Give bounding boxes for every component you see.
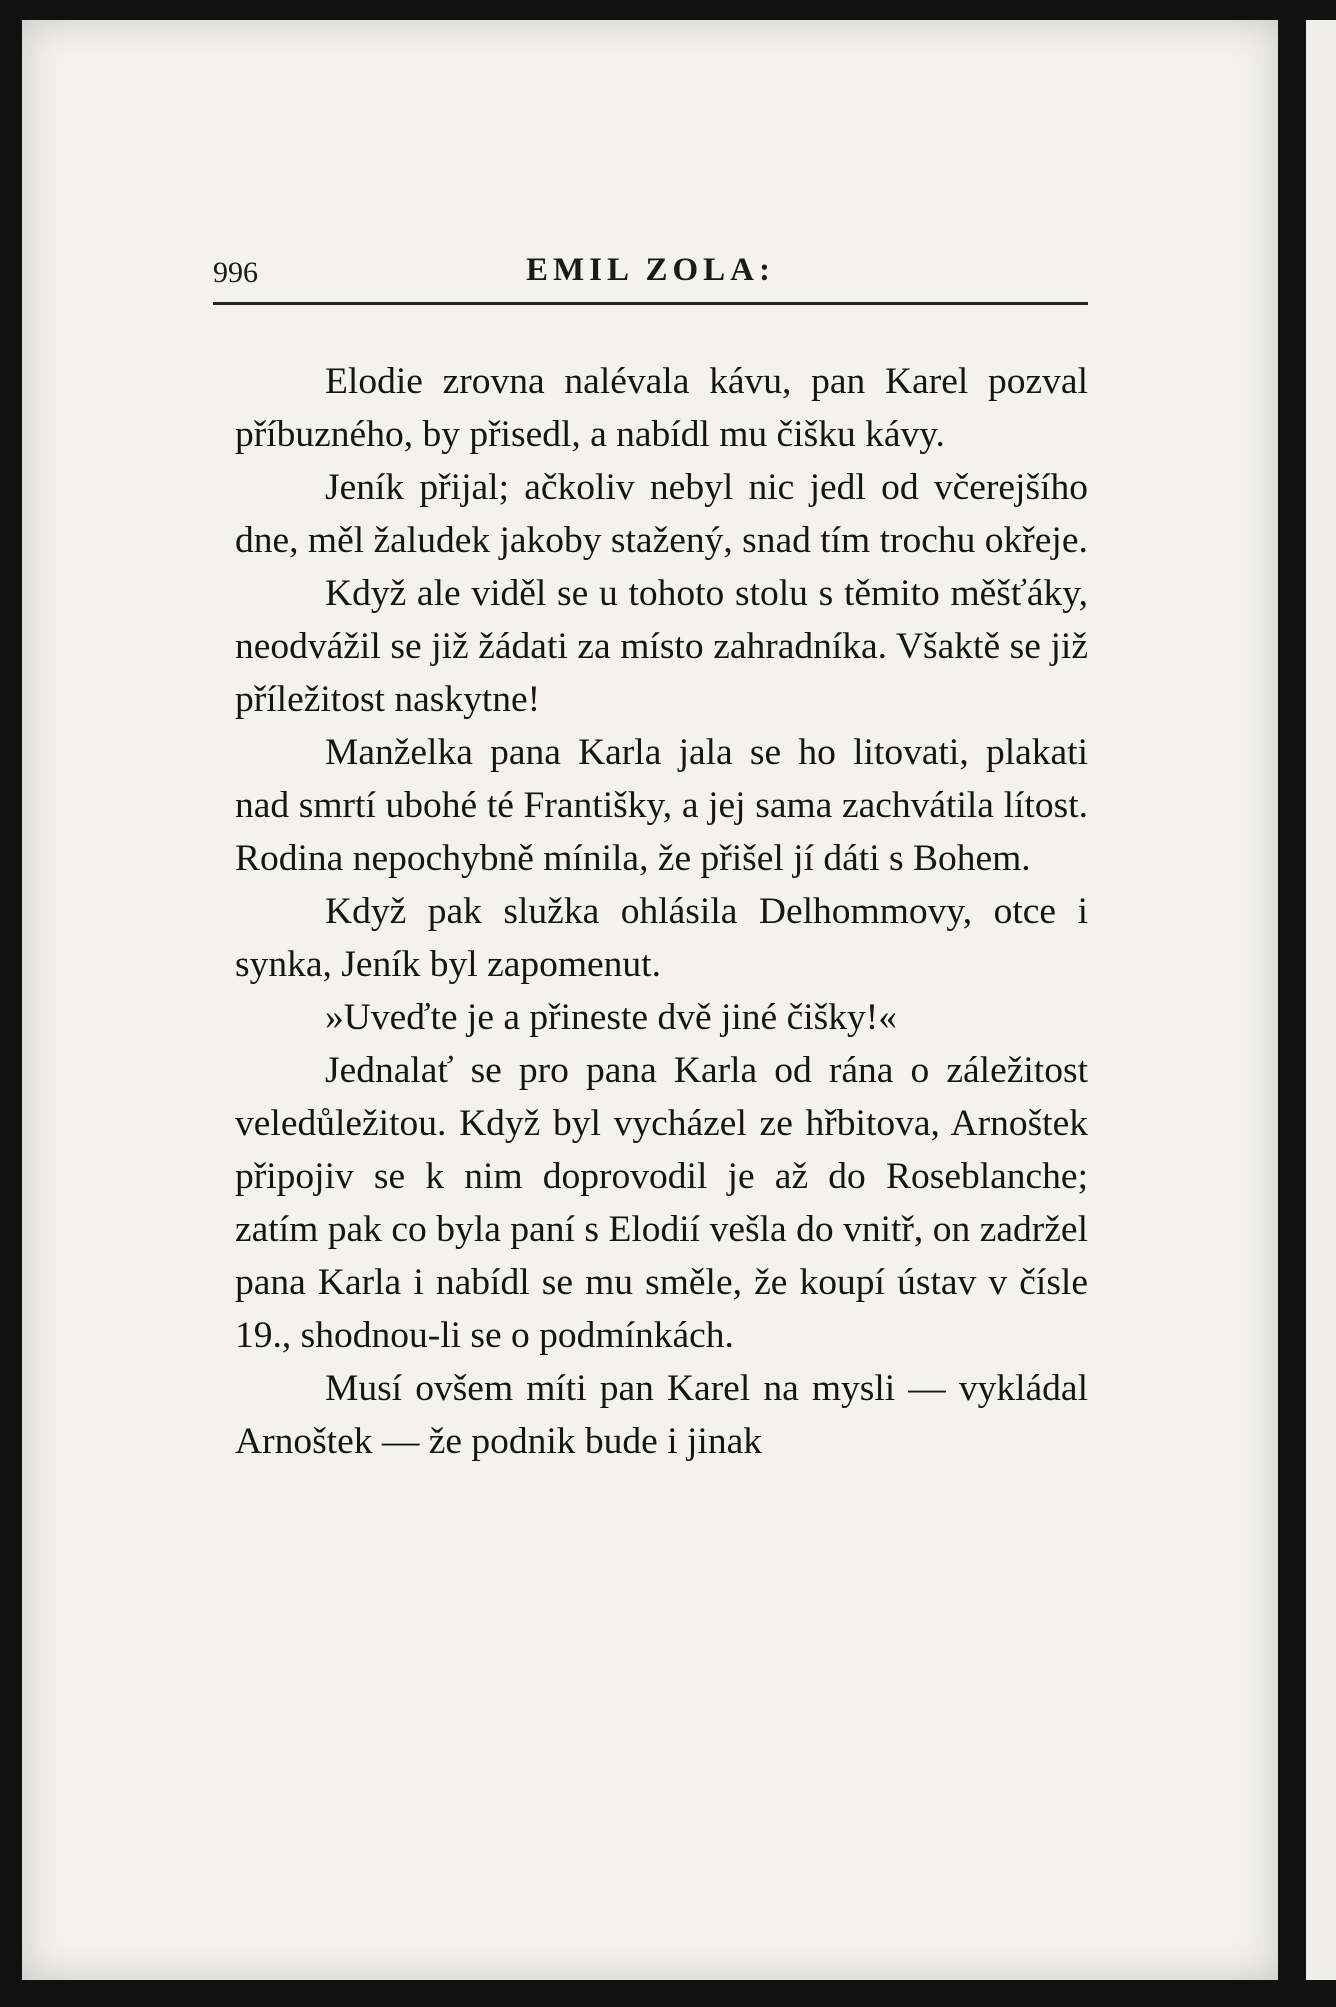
paragraph: Musí ovšem míti pan Karel na mysli — vykládal Arnoštek — že podnik bude i jinak bbox=[235, 1368, 1088, 1462]
paragraph: Když pak služka ohlásila Delhommovy, otce i synka, Jeník byl zapomenut. bbox=[235, 891, 1088, 985]
paragraph: Jeník přijal; ačkoliv nebyl nic jedl od včerejšího dne, měl žaludek jakoby stažený, snad tím trochu okřeje. bbox=[235, 467, 1088, 561]
paragraph: Elodie zrovna nalévala kávu, pan Karel pozval příbuzného, by přisedl, a nabídl mu čišku kávy. bbox=[235, 361, 1088, 455]
header-rule bbox=[213, 302, 1088, 305]
page-header bbox=[213, 252, 1088, 302]
paragraph: Jednalať se pro pana Karla od rána o záležitost veledůležitou. Když byl vycházel ze hřbitova, Arnoštek připojiv se k nim doprovodil je až do Roseblanche; zatím pak co byla paní s Elodií vešla do vnitř, on zadržel pana Karla i nabídl se mu směle, že koupí ústav v čísle 19., shodnou-li se o podmínkách. bbox=[235, 1050, 1088, 1356]
body-text bbox=[235, 355, 1088, 1468]
paragraph: Když ale viděl se u tohoto stolu s těmito měšťáky, neodvážil se již žádati za místo zahradníka. Všaktě se již příležitost naskytne! bbox=[235, 573, 1088, 720]
adjacent-page-edge bbox=[1300, 20, 1336, 1980]
page-number: 996 bbox=[213, 256, 258, 289]
paragraph: »Uveďte je a přineste dvě jiné čišky!« bbox=[325, 997, 897, 1038]
running-head: EMIL ZOLA: bbox=[526, 252, 775, 288]
paragraph: Manželka pana Karla jala se ho litovati, plakati nad smrtí ubohé té Františky, a jej sama zachvátila lítost. Rodina nepochybně mínila, že přišel jí dáti s Bohem. bbox=[235, 732, 1088, 879]
